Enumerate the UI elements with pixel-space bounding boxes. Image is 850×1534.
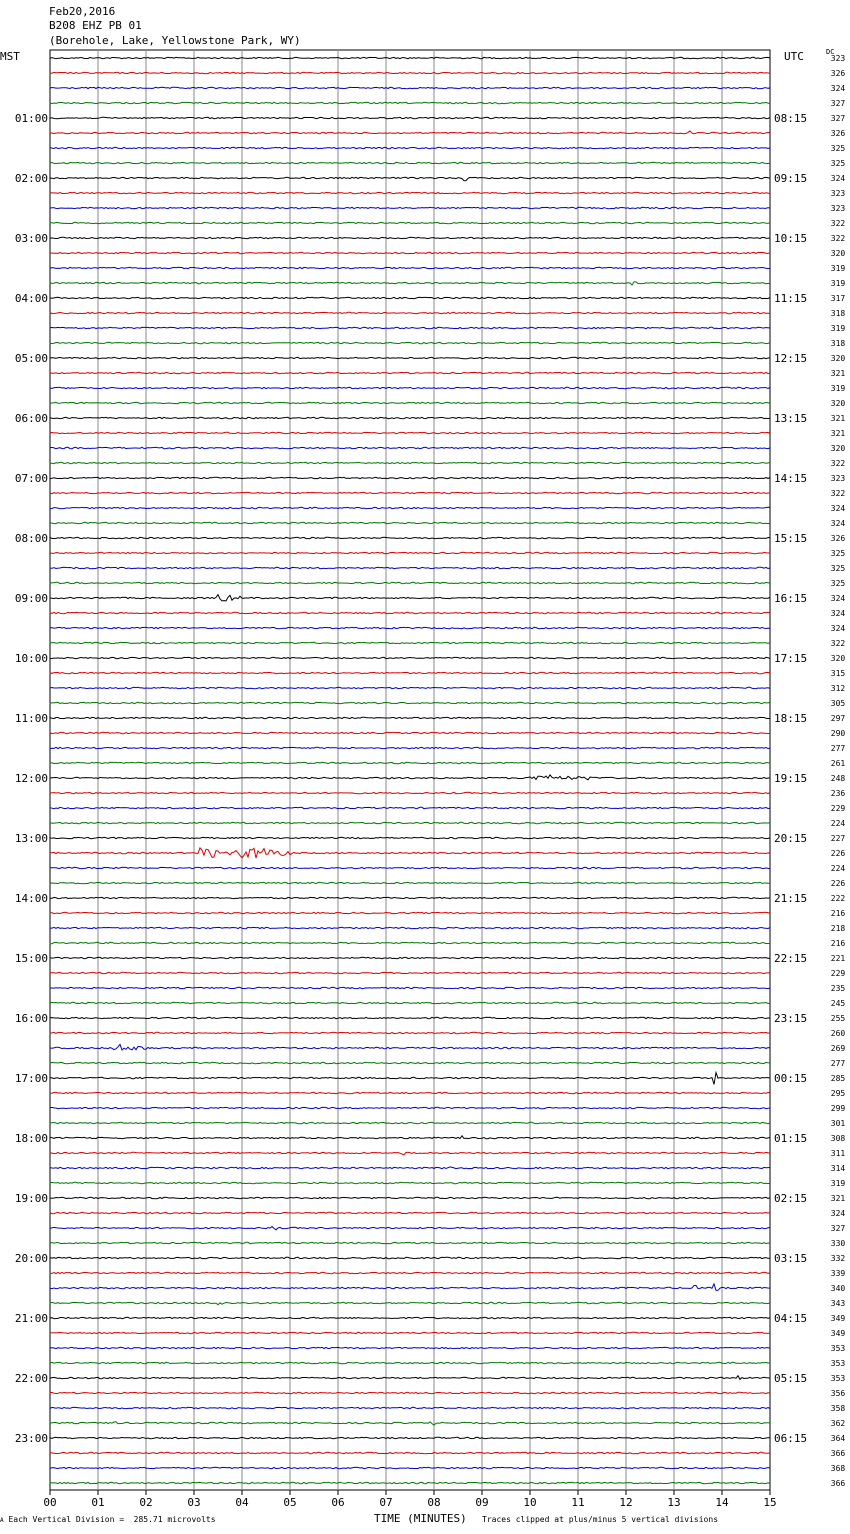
utc-hour-label: 10:15 [774, 232, 808, 245]
seismic-trace [50, 222, 770, 223]
dc-offset-value: 323 [830, 189, 846, 198]
seismic-trace [50, 567, 770, 568]
seismic-trace [50, 1452, 770, 1453]
dc-offset-value: 323 [830, 54, 846, 63]
seismic-trace [50, 402, 770, 403]
dc-offset-value: 321 [830, 1194, 846, 1203]
seismic-trace [50, 612, 770, 613]
dc-offset-value: 318 [830, 339, 846, 348]
seismic-trace [50, 1032, 770, 1033]
dc-offset-value: 339 [830, 1269, 846, 1278]
dc-offset-value: 235 [830, 984, 846, 993]
dc-offset-value: 322 [830, 459, 846, 468]
dc-offset-value: 269 [830, 1044, 846, 1053]
utc-hour-label: 15:15 [774, 532, 808, 545]
seismic-trace [50, 1044, 770, 1050]
mst-hour-label: 12:00 [14, 772, 48, 785]
seismic-trace [50, 297, 770, 298]
dc-offset-value: 323 [830, 204, 846, 213]
seismic-trace [50, 957, 770, 958]
seismic-trace [50, 312, 770, 313]
dc-offset-value: 295 [830, 1089, 846, 1098]
utc-hour-label: 17:15 [774, 652, 808, 665]
seismic-trace [50, 1226, 770, 1229]
seismic-trace [50, 657, 770, 658]
seismic-trace [50, 1482, 770, 1483]
dc-offset-value: 324 [830, 504, 846, 513]
dc-offset-value: 314 [830, 1164, 846, 1173]
seismic-trace [50, 687, 770, 688]
seismic-trace [50, 1182, 770, 1183]
seismic-trace [50, 462, 770, 463]
seismic-trace [50, 1407, 770, 1408]
mst-hour-label: 11:00 [14, 712, 48, 725]
dc-offset-value: 324 [830, 624, 846, 633]
seismic-trace [50, 867, 770, 868]
dc-offset-value: 324 [830, 1209, 846, 1218]
seismic-trace [50, 1122, 770, 1123]
dc-offset-value: 353 [830, 1359, 846, 1368]
x-tick-label: 02 [139, 1496, 153, 1509]
seismic-trace [50, 848, 770, 858]
left-timezone-label: MST [0, 50, 20, 63]
dc-offset-value: 224 [830, 864, 846, 873]
seismic-trace [50, 447, 770, 448]
dc-offset-value: 221 [830, 954, 846, 963]
corner-mark: A [0, 1517, 4, 1524]
seismic-trace [50, 1272, 770, 1273]
seismic-trace [50, 552, 770, 553]
utc-hour-label: 11:15 [774, 292, 808, 305]
dc-offset-value: 325 [830, 159, 846, 168]
seismic-trace [50, 595, 770, 601]
mst-hour-label: 15:00 [14, 952, 48, 965]
dc-offset-value: 229 [830, 969, 846, 978]
dc-offset-value: 229 [830, 804, 846, 813]
utc-hour-label: 05:15 [774, 1372, 808, 1385]
dc-offset-value: 301 [830, 1119, 846, 1128]
dc-offset-value: 222 [830, 894, 846, 903]
utc-hour-label: 20:15 [774, 832, 808, 845]
clip-note: Traces clipped at plus/minus 5 vertical divisions [482, 1515, 719, 1524]
mst-hour-label: 01:00 [14, 112, 48, 125]
dc-offset-value: 324 [830, 174, 846, 183]
x-tick-label: 04 [235, 1496, 249, 1509]
utc-hour-label: 08:15 [774, 112, 808, 125]
trace-layer [50, 57, 770, 1483]
utc-hour-label: 03:15 [774, 1252, 808, 1265]
dc-offset-value: 340 [830, 1284, 846, 1293]
x-tick-label: 13 [667, 1496, 681, 1509]
dc-offset-value: 324 [830, 519, 846, 528]
seismic-trace [50, 1073, 770, 1085]
dc-offset-value: 318 [830, 309, 846, 318]
mst-hour-label: 19:00 [14, 1192, 48, 1205]
seismic-trace [50, 807, 770, 808]
label-layer [15, 54, 846, 1509]
x-tick-label: 09 [475, 1496, 489, 1509]
seismic-trace [50, 837, 770, 838]
dc-offset-value: 255 [830, 1014, 846, 1023]
dc-offset-value: 216 [830, 939, 846, 948]
seismic-trace [50, 162, 770, 163]
dc-offset-value: 368 [830, 1464, 846, 1473]
station-code: B208 EHZ PB 01 [49, 19, 142, 32]
utc-hour-label: 16:15 [774, 592, 808, 605]
seismic-trace [50, 1347, 770, 1348]
scale-note [0, 1515, 216, 1524]
seismic-trace [50, 717, 770, 718]
utc-hour-label: 01:15 [774, 1132, 808, 1145]
seismic-trace [50, 1152, 770, 1155]
dc-offset-value: 245 [830, 999, 846, 1008]
seismic-trace [50, 282, 770, 285]
seismic-trace [50, 72, 770, 73]
seismic-trace [50, 342, 770, 343]
seismic-trace [50, 1212, 770, 1213]
x-tick-label: 11 [571, 1496, 585, 1509]
seismic-trace [50, 1257, 770, 1258]
mst-hour-label: 07:00 [14, 472, 48, 485]
seismic-trace [50, 775, 770, 780]
seismic-trace [50, 192, 770, 193]
seismic-trace [50, 57, 770, 58]
x-tick-label: 15 [763, 1496, 777, 1509]
seismic-trace [50, 1167, 770, 1169]
mst-hour-label: 03:00 [14, 232, 48, 245]
seismic-trace [50, 327, 770, 328]
dc-offset-value: 353 [830, 1344, 846, 1353]
dc-offset-value: 297 [830, 714, 846, 723]
seismic-trace [50, 1332, 770, 1334]
dc-offset-value: 277 [830, 1059, 846, 1068]
dc-offset-value: 364 [830, 1434, 846, 1443]
mst-hour-label: 13:00 [14, 832, 48, 845]
x-tick-label: 06 [331, 1496, 345, 1509]
dc-offset-value: 224 [830, 819, 846, 828]
mst-hour-label: 14:00 [14, 892, 48, 905]
station-location: (Borehole, Lake, Yellowstone Park, WY) [49, 34, 301, 47]
seismic-trace [50, 492, 770, 493]
x-tick-label: 12 [619, 1496, 633, 1509]
seismic-trace [50, 387, 770, 388]
dc-offset-value: 325 [830, 579, 846, 588]
dc-offset-value: 366 [830, 1479, 846, 1488]
seismic-trace [50, 627, 770, 628]
dc-offset-value: 321 [830, 369, 846, 378]
mst-hour-label: 22:00 [14, 1372, 48, 1385]
seismic-trace [50, 87, 770, 88]
x-tick-label: 00 [43, 1496, 57, 1509]
seismic-trace [50, 117, 770, 118]
dc-offset-value: 322 [830, 489, 846, 498]
mst-hour-label: 20:00 [14, 1252, 48, 1265]
utc-hour-label: 22:15 [774, 952, 808, 965]
seismic-trace [50, 912, 770, 913]
x-tick-label: 10 [523, 1496, 537, 1509]
seismic-trace [50, 1437, 770, 1438]
dc-offset-value: 321 [830, 414, 846, 423]
grid-layer [50, 50, 770, 1495]
dc-offset-value: 362 [830, 1419, 846, 1428]
mst-hour-label: 08:00 [14, 532, 48, 545]
seismic-trace [50, 372, 770, 373]
utc-hour-label: 23:15 [774, 1012, 808, 1025]
dc-offset-value: 325 [830, 549, 846, 558]
mst-hour-label: 09:00 [14, 592, 48, 605]
dc-offset-value: 248 [830, 774, 846, 783]
mst-hour-label: 10:00 [14, 652, 48, 665]
x-tick-label: 05 [283, 1496, 297, 1509]
vertical-division-note: Each Vertical Division = 285.71 microvolts [3, 1515, 216, 1524]
seismic-trace [50, 762, 770, 763]
seismic-trace [50, 732, 770, 733]
utc-hour-label: 06:15 [774, 1432, 808, 1445]
dc-offset-value: 326 [830, 69, 846, 78]
dc-offset-value: 319 [830, 279, 846, 288]
dc-offset-value: 320 [830, 654, 846, 663]
dc-offset-value: 366 [830, 1449, 846, 1458]
dc-offset-value: 325 [830, 564, 846, 573]
dc-offset-value: 358 [830, 1404, 846, 1413]
dc-offset-value: 226 [830, 879, 846, 888]
dc-offset-value: 285 [830, 1074, 846, 1083]
seismic-trace [50, 1002, 770, 1003]
dc-offset-value: 260 [830, 1029, 846, 1038]
mst-hour-label: 06:00 [14, 412, 48, 425]
seismic-trace [50, 1017, 770, 1018]
seismic-trace [50, 1197, 770, 1198]
seismic-trace [50, 1284, 770, 1291]
seismic-trace [50, 1392, 770, 1393]
seismic-trace [50, 357, 770, 358]
x-tick-label: 01 [91, 1496, 105, 1509]
utc-hour-label: 12:15 [774, 352, 808, 365]
dc-offset-value: 311 [830, 1149, 846, 1158]
seismic-trace [50, 942, 770, 943]
dc-offset-value: 343 [830, 1299, 846, 1308]
mst-hour-label: 16:00 [14, 1012, 48, 1025]
seismic-trace [50, 1062, 770, 1063]
dc-offset-value: 330 [830, 1239, 846, 1248]
dc-offset-value: 327 [830, 1224, 846, 1233]
mst-hour-label: 02:00 [14, 172, 48, 185]
dc-offset-value: 327 [830, 99, 846, 108]
dc-offset-value: 319 [830, 264, 846, 273]
mst-hour-label: 17:00 [14, 1072, 48, 1085]
seismic-trace [50, 102, 770, 103]
x-tick-label: 08 [427, 1496, 441, 1509]
dc-offset-value: 319 [830, 384, 846, 393]
dc-offset-value: 320 [830, 249, 846, 258]
dc-offset-value: 218 [830, 924, 846, 933]
seismic-trace [50, 897, 770, 898]
seismic-trace [50, 252, 770, 253]
dc-offset-value: 322 [830, 639, 846, 648]
plot-date: Feb20,2016 [49, 5, 116, 18]
dc-offset-value: 325 [830, 144, 846, 153]
seismic-trace [50, 1376, 770, 1380]
dc-offset-value: 321 [830, 429, 846, 438]
seismic-trace [50, 207, 770, 208]
seismic-trace [50, 747, 770, 748]
dc-offset-value: 327 [830, 114, 846, 123]
seismic-trace [50, 972, 770, 973]
dc-offset-value: 261 [830, 759, 846, 768]
seismic-trace [50, 537, 770, 538]
dc-offset-value: 317 [830, 294, 846, 303]
seismic-trace [50, 177, 770, 180]
utc-hour-label: 21:15 [774, 892, 808, 905]
seismic-trace [50, 477, 770, 478]
utc-hour-label: 04:15 [774, 1312, 808, 1325]
utc-hour-label: 09:15 [774, 172, 808, 185]
seismic-trace [50, 702, 770, 703]
seismic-trace [50, 417, 770, 418]
dc-offset-value: 323 [830, 474, 846, 483]
mst-hour-label: 04:00 [14, 292, 48, 305]
seismic-trace [50, 1092, 770, 1093]
seismic-trace [50, 131, 770, 134]
utc-hour-label: 13:15 [774, 412, 808, 425]
dc-offset-value: 322 [830, 219, 846, 228]
seismic-trace [50, 882, 770, 883]
dc-offset-value: 226 [830, 849, 846, 858]
right-timezone-label: UTC [784, 50, 804, 63]
seismic-trace [50, 522, 770, 523]
seismic-trace [50, 432, 770, 433]
seismic-trace [50, 582, 770, 583]
dc-offset-value: 326 [830, 534, 846, 543]
seismic-trace [50, 1136, 770, 1139]
dc-offset-value: 305 [830, 699, 846, 708]
seismic-trace [50, 1107, 770, 1108]
dc-offset-value: 236 [830, 789, 846, 798]
seismic-trace [50, 147, 770, 148]
dc-offset-value: 312 [830, 684, 846, 693]
dc-offset-value: 320 [830, 399, 846, 408]
seismic-trace [50, 267, 770, 268]
seismic-trace [50, 1302, 770, 1304]
seismic-trace [50, 792, 770, 793]
utc-hour-label: 00:15 [774, 1072, 808, 1085]
mst-hour-label: 21:00 [14, 1312, 48, 1325]
dc-offset-value: 349 [830, 1314, 846, 1323]
seismic-trace [50, 1362, 770, 1363]
seismic-trace [50, 1422, 770, 1425]
utc-hour-label: 19:15 [774, 772, 808, 785]
dc-offset-value: 324 [830, 594, 846, 603]
utc-hour-label: 14:15 [774, 472, 808, 485]
seismic-trace [50, 987, 770, 988]
dc-offset-value: 324 [830, 84, 846, 93]
mst-hour-label: 23:00 [14, 1432, 48, 1445]
dc-offset-value: 319 [830, 324, 846, 333]
mst-hour-label: 18:00 [14, 1132, 48, 1145]
dc-offset-value: 290 [830, 729, 846, 738]
dc-offset-value: 324 [830, 609, 846, 618]
dc-offset-value: 315 [830, 669, 846, 678]
dc-offset-value: 353 [830, 1374, 846, 1383]
seismic-trace [50, 1467, 770, 1468]
dc-offset-value: 322 [830, 234, 846, 243]
seismic-trace [50, 507, 770, 508]
x-tick-label: 07 [379, 1496, 393, 1509]
x-tick-label: 14 [715, 1496, 729, 1509]
dc-offset-value: 332 [830, 1254, 846, 1263]
utc-hour-label: 02:15 [774, 1192, 808, 1205]
dc-offset-value: 356 [830, 1389, 846, 1398]
seismic-trace [50, 237, 770, 238]
dc-offset-value: 216 [830, 909, 846, 918]
dc-offset-value: 308 [830, 1134, 846, 1143]
seismic-trace [50, 927, 770, 928]
dc-offset-value: 326 [830, 129, 846, 138]
seismic-trace [50, 1317, 770, 1318]
seismic-trace [50, 672, 770, 673]
dc-offset-value: 299 [830, 1104, 846, 1113]
seismic-trace [50, 822, 770, 823]
mst-hour-label: 05:00 [14, 352, 48, 365]
seismic-trace [50, 642, 770, 643]
dc-offset-header: DC [826, 48, 835, 56]
dc-offset-value: 319 [830, 1179, 846, 1188]
x-axis-title: TIME (MINUTES) [374, 1512, 467, 1525]
dc-offset-value: 320 [830, 444, 846, 453]
dc-offset-value: 349 [830, 1329, 846, 1338]
x-tick-label: 03 [187, 1496, 201, 1509]
dc-offset-value: 320 [830, 354, 846, 363]
seismic-trace [50, 1242, 770, 1243]
utc-hour-label: 18:15 [774, 712, 808, 725]
dc-offset-value: 227 [830, 834, 846, 843]
dc-offset-value: 277 [830, 744, 846, 753]
